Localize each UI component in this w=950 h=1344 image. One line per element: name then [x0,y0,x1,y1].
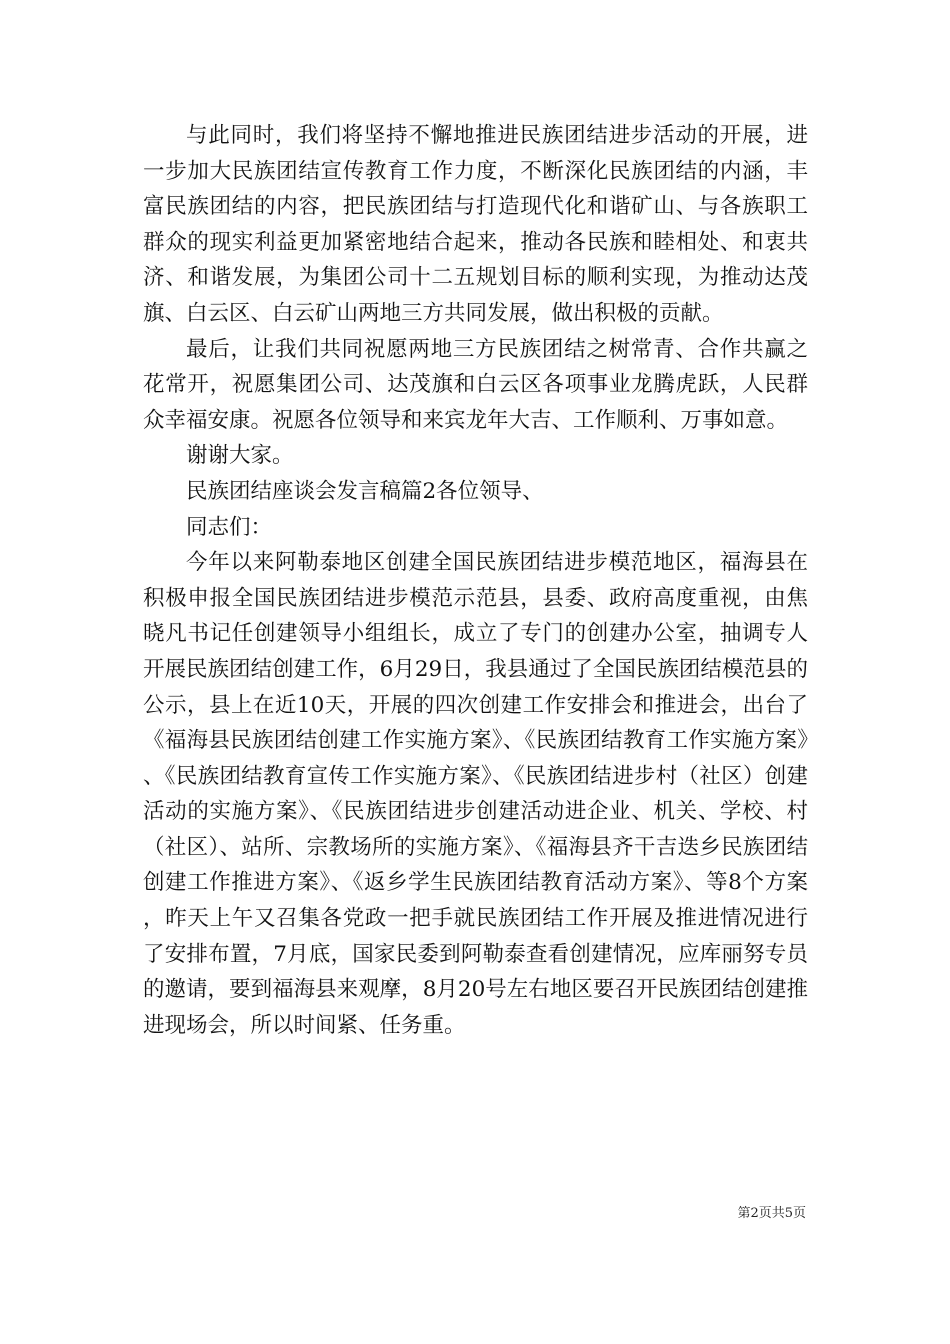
paragraph-thanks: 谢谢大家。 [186,443,294,469]
paragraph-speech-title: 民族团结座谈会发言稿篇2各位领导、 [186,478,544,504]
paragraph-cooperation-development: 与此同时，我们将坚持不懈地推进民族团结进步活动的开展，进一步加大民族团结宣传教育工作力度，不断深化民族团结的内涵，丰富民族团结的内容，把民族团结与打造现代化和谐矿山、与各族职工群众的现实利益更加紧密地结合起来，推动各民族和睦相处、和衷共济、和谐发展，为集团公司十二五规划目标的顺利实现，为推动达茂旗、白云区、白云矿山两地三方共同发展，做出积极的贡献。 [143,123,808,326]
page-number-footer: 第2页共5页 [737,1206,806,1221]
paragraph-fuhai-report: 今年以来阿勒泰地区创建全国民族团结进步模范地区，福海县在积极申报全国民族团结进步模范示范县，县委、政府高度重视，由焦晓凡书记任创建领导小组组长，成立了专门的创建办公室，抽调专人开展民族团结创建工作，6月29日，我县通过了全国民族团结模范县的公示，县上在近10天，开展的四次创建工作安排会和推进会，出台了《福海县民族团结创建工作实施方案》、《民族团结教育工作实施方案》、《民族团结教育宣传工作实施方案》、《民族团结进步村（社区）创建活动的实施方案》、《民族团结进步创建活动进企业、机关、学校、村（社区）、站所、宗教场所的实施方案》、《福海县齐干吉迭乡民族团结创建工作推进方案》、《返乡学生民族团结教育活动方案》、等8个方案，昨天上午又召集各党政一把手就民族团结工作开展及推进情况进行了安排布置，7月底，国家民委到阿勒泰查看创建情况，应库丽努专员的邀请，要到福海县来观摩，8月20号左右地区要召开民族团结创建推进现场会，所以时间紧、任务重。 [143,550,808,1038]
document-body [143,118,808,1043]
paragraph-salutation: 同志们： [186,514,273,540]
paragraph-closing-wishes: 最后，让我们共同祝愿两地三方民族团结之树常青、合作共赢之花常开，祝愿集团公司、达茂旗和白云区各项事业龙腾虎跃，人民群众幸福安康。祝愿各位领导和来宾龙年大吉、工作顺利、万事如意。 [143,336,808,433]
